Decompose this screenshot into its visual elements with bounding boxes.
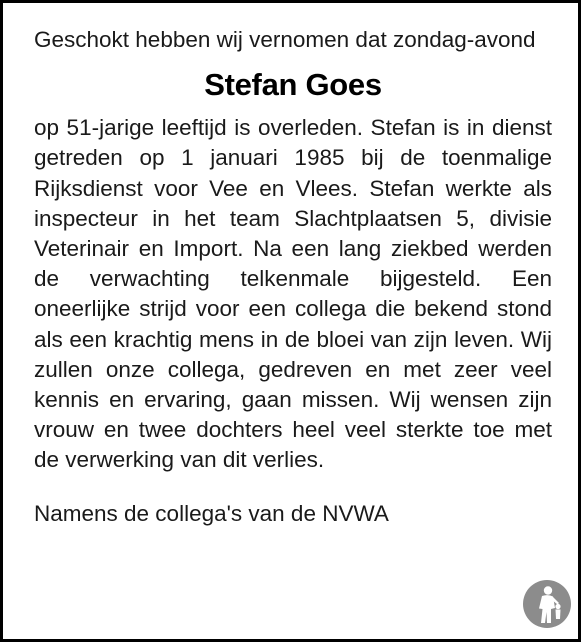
- obituary-content: [34, 25, 552, 529]
- closing-signature: Namens de collega's van de NVWA: [34, 500, 389, 526]
- intro-text: Geschokt hebben wij vernomen dat zondag-avond: [34, 27, 536, 52]
- memorial-figure-icon: [522, 579, 572, 629]
- deceased-name: Stefan Goes: [204, 67, 382, 103]
- obituary-body: op 51-jarige leeftijd is overleden. Stefan is in dienst getreden op 1 januari 1985 bij de toenmalige Rijksdienst voor Vee en Vlees. Stefan werkte als inspecteur in het team Slachtplaatsen 5, divisie Veterinair en Import. Na een lang ziekbed werden de verwachting telkenmale bijgesteld. Een oneerlijke strijd voor een collega die bekend stond als een krachtig mens in de bloei van zijn leven. Wij zullen onze collega, gedreven en met zeer veel kennis en ervaring, gaan missen. Wij wensen zijn vrouw en twee dochters heel veel sterkte toe met de verwerking van dit verlies.: [34, 115, 552, 473]
